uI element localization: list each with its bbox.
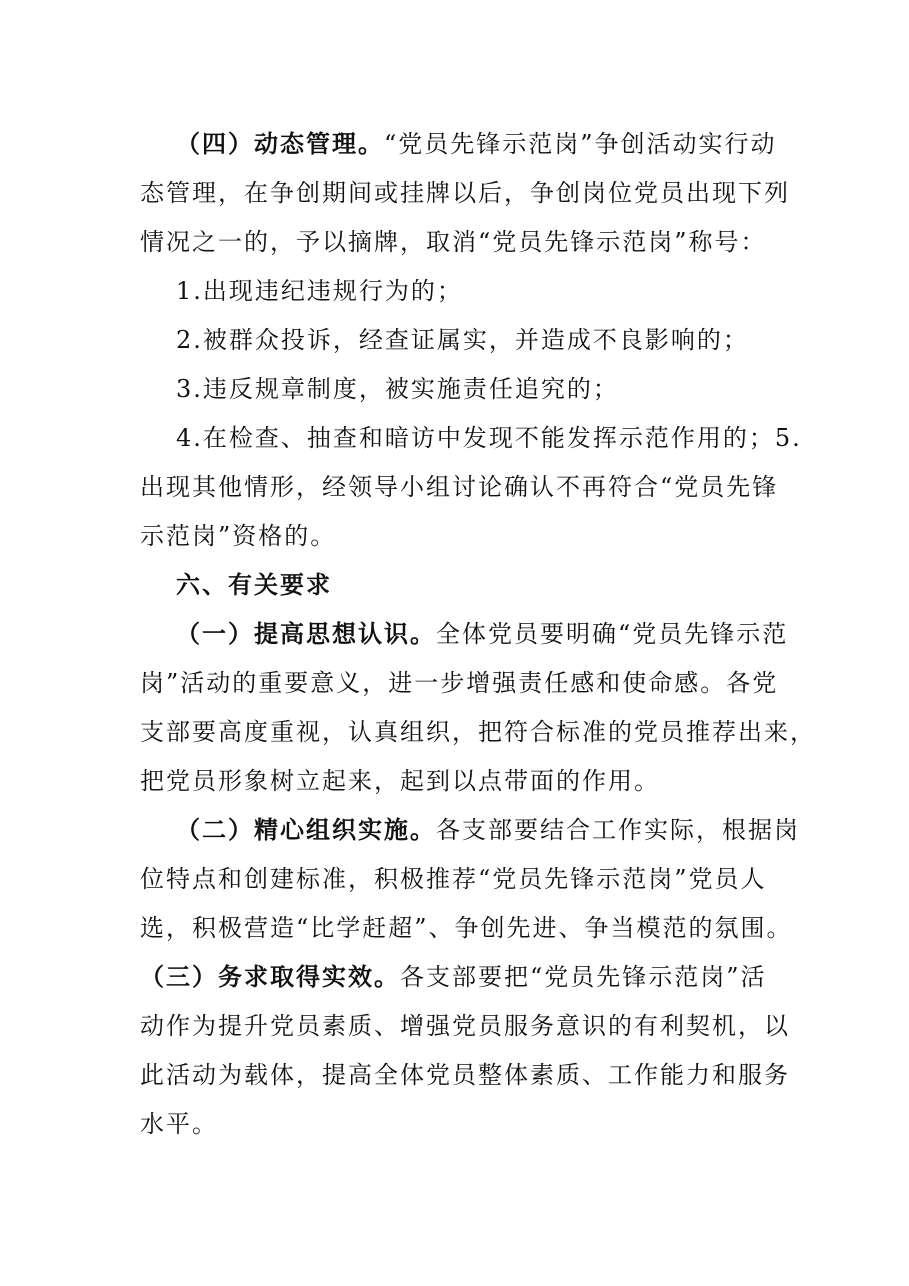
paragraph-3-line-3: 此活动为载体，提高全体党员整体素质、工作能力和服务 (140, 1061, 790, 1089)
paragraph-3-line-1 (140, 961, 767, 993)
paragraph-1-line-1 (176, 618, 788, 650)
paragraph-3-line-4: 水平。 (140, 1110, 218, 1138)
list-item-5-line-2: 示范岗”资格的。 (140, 522, 337, 550)
paragraph-3-heading: （三）务求取得实效。 (140, 963, 400, 991)
paragraph-2-heading: （二）精心组织实施。 (176, 816, 436, 844)
section-6-title: 六、有关要求 (176, 571, 332, 599)
list-item-1: 1.出现违纪违规行为的； (176, 277, 463, 305)
list-item-5-line-1: 出现其他情形，经领导小组讨论确认不再符合“党员先锋 (140, 473, 779, 501)
paragraph-3-line-1-text: 各支部要把“党员先锋示范岗”活 (400, 963, 767, 991)
list-item-2: 2.被群众投诉，经查证属实，并造成不良影响的； (176, 326, 749, 354)
section-4-line-2: 态管理，在争创期间或挂牌以后，争创岗位党员出现下列 (140, 179, 790, 207)
list-item-3: 3.违反规章制度，被实施责任追究的； (176, 375, 619, 403)
paragraph-1-line-1-text: 全体党员要明确“党员先锋示范 (436, 620, 789, 648)
paragraph-1-heading: （一）提高思想认识。 (176, 620, 436, 648)
paragraph-1-line-4: 把党员形象树立起来，起到以点带面的作用。 (140, 767, 660, 795)
paragraph-1-line-2: 岗”活动的重要意义，进一步增强责任感和使命感。各党 (140, 669, 779, 697)
section-4-line-1-text: “党员先锋示范岗”争创活动实行动 (384, 130, 777, 158)
paragraph-2-line-1-text: 各支部要结合工作实际，根据岗 (436, 816, 800, 844)
paragraph-2-line-1 (176, 814, 800, 846)
section-4-heading: （四）动态管理。 (176, 130, 384, 158)
paragraph-2-line-3: 选，积极营造“比学赶超”、争创先进、争当模范的氛围。 (140, 914, 793, 942)
section-4-line-3: 情况之一的，予以摘牌，取消“党员先锋示范岗”称号： (140, 228, 767, 256)
section-4-line-1 (176, 128, 777, 160)
paragraph-2-line-2: 位特点和创建标准，积极推荐“党员先锋示范岗”党员人 (140, 865, 767, 893)
paragraph-3-line-2: 动作为提升党员素质、增强党员服务意识的有利契机，以 (140, 1012, 790, 1040)
paragraph-1-line-3: 支部要高度重视，认真组织，把符合标准的党员推荐出来， (140, 718, 816, 746)
list-item-4: 4.在检查、抽查和暗访中发现不能发挥示范作用的；5. (176, 424, 802, 452)
